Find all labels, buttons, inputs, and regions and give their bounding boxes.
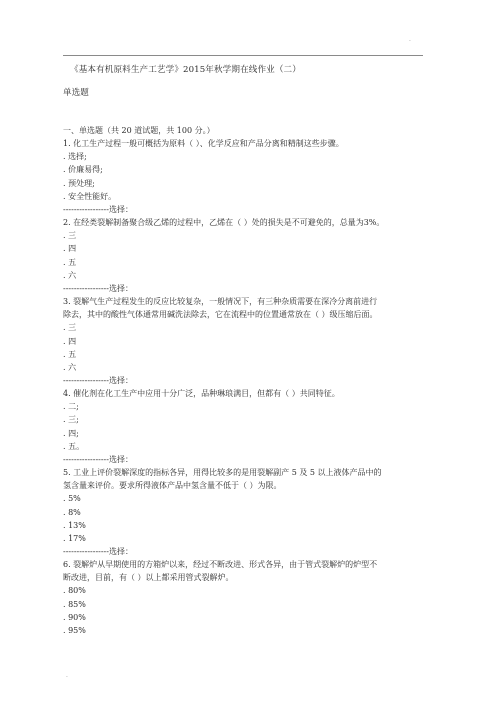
option-c: . 预处理; bbox=[63, 178, 95, 188]
option-a: . 二; bbox=[63, 402, 79, 412]
option-b: . 8% bbox=[63, 507, 81, 517]
option-d: . 17% bbox=[63, 533, 86, 543]
question-text: 4. 催化剂在化工生产中应用十分广泛，品种琳琅满目，但都有（ ）共同特征。 bbox=[63, 389, 340, 399]
answer-separator: -----------------选择： bbox=[63, 204, 133, 214]
question-text-continued: 除去，其中的酸性气体通常用碱洗法除去，它在流程中的位置通常放在（ ）级压缩后面。 bbox=[63, 310, 378, 320]
option-a: . 三 bbox=[63, 231, 77, 241]
question-5 bbox=[63, 466, 423, 558]
answer-separator: -----------------选择： bbox=[63, 283, 133, 293]
header-mark: . bbox=[409, 36, 411, 43]
footer-mark: . bbox=[66, 672, 68, 679]
question-text-continued: 氢含量来评价。要求所得液体产品中氢含量不低于（ ）为限。 bbox=[63, 481, 282, 491]
question-text: 1. 化工生产过程一般可概括为原料（ ）、化学反应和产品分离和精制这些步骤。 bbox=[63, 139, 344, 149]
intro-line: 一、单选题（共 20 道试题，共 100 分。） bbox=[63, 126, 215, 135]
option-b: . 四 bbox=[63, 336, 77, 346]
option-c: . 13% bbox=[63, 520, 86, 530]
option-a: . 80% bbox=[63, 586, 86, 596]
answer-separator: -----------------选择： bbox=[63, 454, 133, 464]
answer-separator: -----------------选择： bbox=[63, 375, 133, 385]
option-b: . 三; bbox=[63, 415, 79, 425]
option-b: . 四 bbox=[63, 244, 77, 254]
option-d: . 五。 bbox=[63, 441, 85, 451]
option-b: . 85% bbox=[63, 599, 86, 609]
question-text: 3. 裂解气生产过程发生的反应比较复杂，一般情况下，有三种杂质需要在深冷分离前进行 bbox=[63, 297, 378, 307]
question-2 bbox=[63, 216, 423, 295]
question-text: 6. 裂解炉从早期使用的方箱炉以来，经过不断改进、形式各异，由于管式裂解炉的炉型不 bbox=[63, 560, 378, 570]
option-d: . 六 bbox=[63, 270, 77, 280]
section-heading: 单选题 bbox=[63, 88, 89, 98]
question-6 bbox=[63, 558, 423, 637]
question-4 bbox=[63, 387, 423, 466]
option-c: . 90% bbox=[63, 612, 86, 622]
option-c: . 五 bbox=[63, 257, 77, 267]
question-text: 2. 在经类裂解制备聚合级乙烯的过程中，乙烯在（ ）处的损失是不可避免的，总量为3%。 bbox=[63, 218, 385, 228]
question-text-continued: 断改进，目前，有（ ）以上都采用管式裂解炉。 bbox=[63, 573, 234, 583]
option-a: . 三 bbox=[63, 323, 77, 333]
option-c: . 五 bbox=[63, 349, 77, 359]
option-d: . 95% bbox=[63, 625, 86, 635]
document-title: 《基本有机原料生产工艺学》2015年秋学期在线作业（二） bbox=[70, 65, 301, 75]
option-d: . 安全性能好。 bbox=[63, 191, 117, 201]
option-c: . 四; bbox=[63, 428, 79, 438]
option-a: . 选择; bbox=[63, 152, 87, 162]
option-d: . 六 bbox=[63, 362, 77, 372]
option-a: . 5% bbox=[63, 494, 81, 504]
option-b: . 价廉易得; bbox=[63, 165, 103, 175]
answer-separator: -----------------选择： bbox=[63, 547, 133, 556]
question-list bbox=[63, 124, 423, 637]
question-1 bbox=[63, 137, 423, 216]
question-text: 5. 工业上评价裂解深度的指标各异，用得比较多的是用裂解副产 5 及 5 以上液体产品中的 bbox=[63, 468, 382, 478]
question-3 bbox=[63, 295, 423, 387]
header-rule bbox=[63, 55, 423, 56]
